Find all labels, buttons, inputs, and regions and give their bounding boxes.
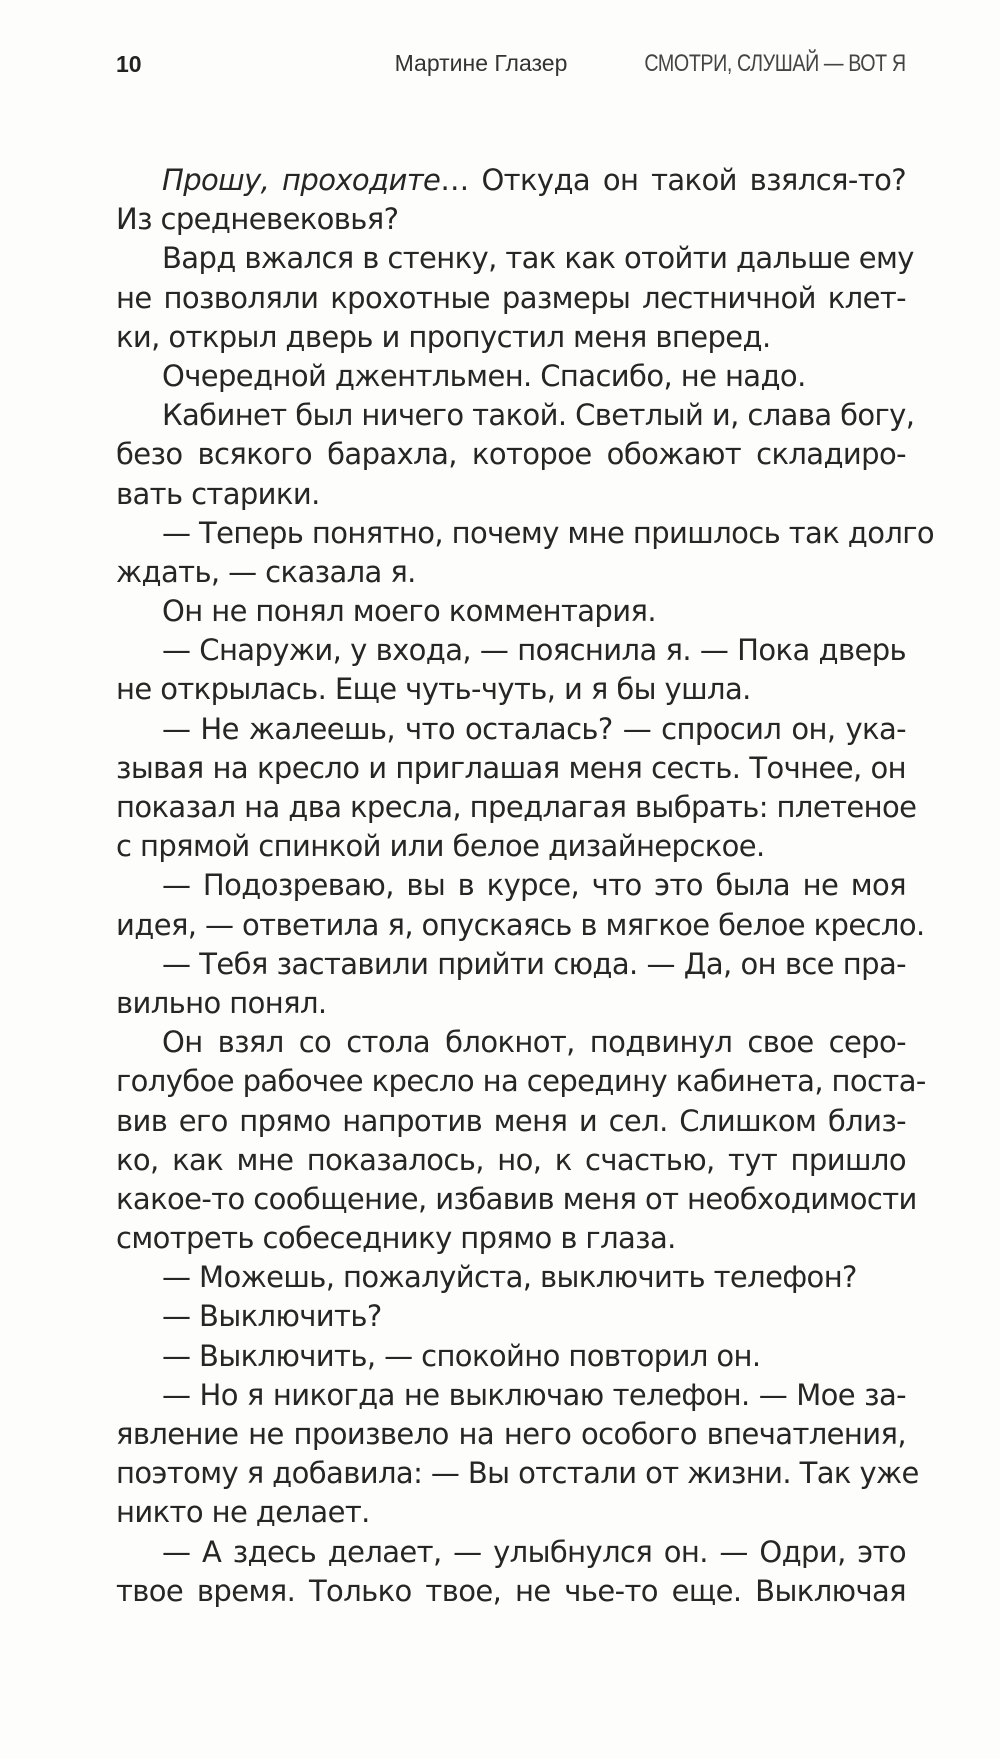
text-line <box>116 866 906 905</box>
line-text: идея, — ответила я, опускаясь в мягкое белое кресло. <box>116 907 925 942</box>
text-line <box>116 945 906 984</box>
text-line <box>116 1297 906 1336</box>
line-text: смотреть собеседнику прямо в глаза. <box>116 1221 676 1256</box>
line-text: — Выключить, — спокойно повторил он. <box>162 1338 761 1373</box>
text-line <box>116 906 925 945</box>
line-text: никто не делает. <box>116 1495 370 1530</box>
text-line <box>116 1180 917 1219</box>
line-text: твое время. Только твое, не чье-то еще. Выключая <box>116 1573 906 1608</box>
text-line <box>116 239 914 278</box>
text-line <box>116 435 906 474</box>
text-line <box>116 631 906 670</box>
text-line <box>116 592 906 631</box>
line-text: показал на два кресла, предлагая выбрать: плетеное <box>116 790 917 824</box>
line-text: — Тебя заставили прийти сюда. — Да, он все пра- <box>162 946 906 981</box>
line-text: ко, как мне показалось, но, к счастью, тут пришло <box>116 1142 906 1177</box>
header-right <box>395 50 906 78</box>
text-line <box>116 396 915 435</box>
line-text: поэтому я добавила: — Вы отстали от жизни. Так уже <box>116 1456 919 1491</box>
line-text: ждать, — сказала я. <box>116 554 416 589</box>
italic-phrase: Прошу, проходите <box>162 163 441 197</box>
line-text: с прямой спинкой или белое дизайнерское. <box>116 829 765 864</box>
text-line <box>116 1454 919 1493</box>
line-text: — Не жалеешь, что осталась? — спросил он, ука- <box>162 711 906 746</box>
line-text: вать старики. <box>116 476 320 511</box>
running-header <box>116 44 906 84</box>
text-line <box>116 200 906 239</box>
text-line <box>116 1337 906 1376</box>
line-text: — Снаружи, у входа, — пояснила я. — Пока дверь <box>162 633 906 668</box>
line-text: — Теперь понятно, почему мне пришлось так долго <box>162 515 935 550</box>
text-line <box>116 1572 906 1611</box>
text-line <box>116 788 917 827</box>
text-line <box>116 710 906 749</box>
text-line <box>116 1258 906 1297</box>
line-text: — А здесь делает, — улыбнулся он. — Одри, это <box>162 1534 906 1569</box>
text-line <box>116 357 906 396</box>
text-line <box>116 1533 906 1572</box>
text-line <box>116 827 906 866</box>
line-text: … Откуда он такой взялся-то? <box>440 163 906 197</box>
line-text: не позволяли крохотные размеры лестничной клет- <box>116 280 906 315</box>
line-text: явление не произвело на него особого впечатления, <box>116 1417 906 1451</box>
line-text: — Выключить? <box>162 1299 382 1334</box>
line-text: голубое рабочее кресло на середину кабинета, поста- <box>116 1064 926 1099</box>
line-text: Из средневековья? <box>116 202 399 237</box>
text-line <box>116 1376 906 1415</box>
text-line <box>116 1062 926 1101</box>
text-line <box>116 161 906 200</box>
text-line <box>116 1023 906 1062</box>
text-line <box>116 749 906 788</box>
line-text: вильно понял. <box>116 985 327 1020</box>
line-text: вив его прямо напротив меня и сел. Слишком близ- <box>116 1103 906 1138</box>
line-text: — Подозреваю, вы в курсе, что это была не моя <box>162 868 906 903</box>
line-text: Он не понял моего комментария. <box>162 594 656 629</box>
body-text <box>116 161 935 1611</box>
line-text: Кабинет был ничего такой. Светлый и, слава богу, <box>162 398 915 433</box>
text-line <box>116 1415 906 1454</box>
line-text: Он взял со стола блокнот, подвинул свое серо- <box>162 1025 906 1060</box>
text-line <box>116 1102 906 1141</box>
page-number: 10 <box>116 50 142 77</box>
text-line <box>116 279 906 318</box>
text-line <box>116 318 906 357</box>
line-text: безо всякого барахла, которое обожают складиро- <box>116 437 906 472</box>
text-line <box>116 475 906 514</box>
text-line <box>116 514 935 553</box>
text-line <box>116 1493 906 1532</box>
text-line <box>116 984 906 1023</box>
text-line <box>116 1141 906 1180</box>
line-text: — Можешь, пожалуйста, выключить телефон? <box>162 1260 857 1295</box>
text-line <box>116 670 906 709</box>
text-line <box>116 553 906 592</box>
line-text: Очередной джентльмен. Спасибо, не надо. <box>162 358 806 393</box>
line-text: какое-то сообщение, избавив меня от необходимости <box>116 1181 917 1216</box>
line-text: — Но я никогда не выключаю телефон. — Мое за- <box>162 1377 906 1412</box>
author-name: Мартине Глазер <box>394 50 568 76</box>
book-title: СМОТРИ, СЛУШАЙ — ВОТ Я <box>644 50 906 77</box>
line-text: зывая на кресло и приглашая меня сесть. Точнее, он <box>116 750 906 785</box>
line-text: ки, открыл дверь и пропустил меня вперед. <box>116 319 771 354</box>
line-text: Вард вжался в стенку, так как отойти дальше ему <box>162 241 914 276</box>
text-line <box>116 1219 906 1258</box>
line-text: не открылась. Еще чуть-чуть, и я бы ушла. <box>116 672 751 707</box>
